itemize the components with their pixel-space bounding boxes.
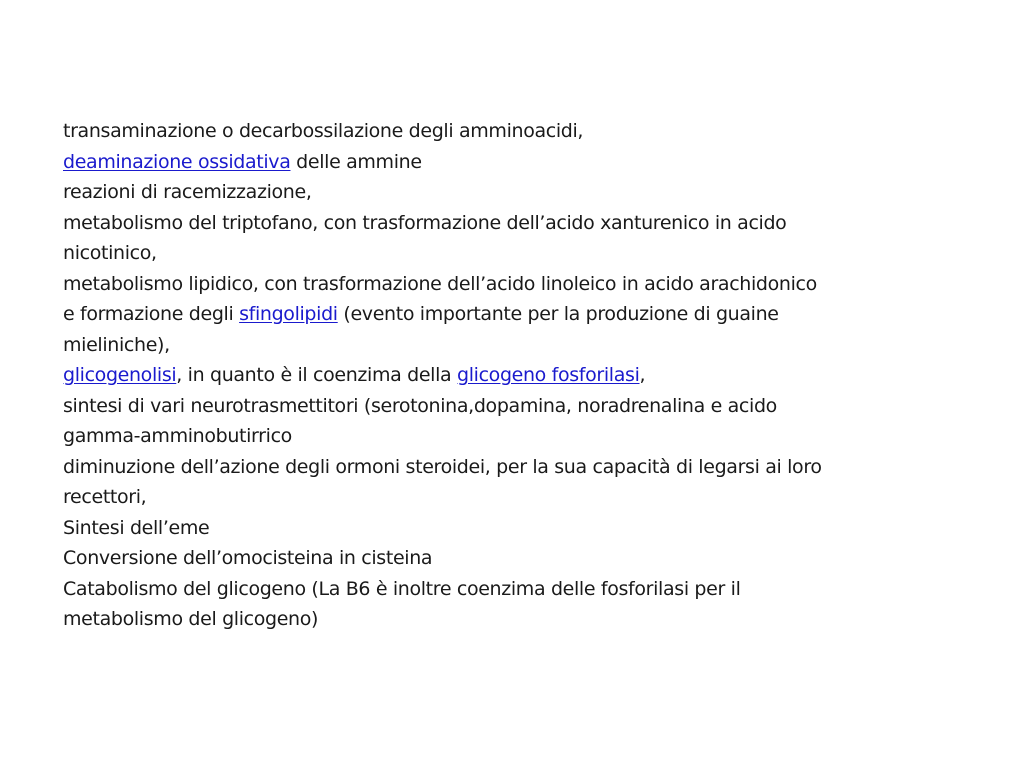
line-lipidico: metabolismo lipidico, con trasformazione dell’acido linoleico in acido arachidonico: [63, 272, 817, 295]
line-sfingolipidi-after: (evento importante per la produzione di guaine: [337, 303, 779, 325]
slide-body-text: [63, 116, 943, 635]
line-nicotinico: nicotinico,: [63, 242, 157, 264]
line-glicogenolisi-middle: , in quanto è il coenzima della: [176, 364, 457, 386]
line-sfingolipidi-before: e formazione degli: [63, 303, 240, 325]
line-recettori: recettori,: [63, 486, 147, 508]
line-mieliniche: mieliniche),: [63, 333, 170, 356]
line-ormoni-steroidei: diminuzione dell’azione degli ormoni steroidei, per la sua capacità di legarsi ai loro: [63, 455, 822, 478]
link-glicogenolisi[interactable]: glicogenolisi: [63, 364, 177, 386]
line-omocisteina: Conversione dell’omocisteina in cisteina: [63, 547, 433, 569]
link-deaminazione-ossidativa[interactable]: deaminazione ossidativa: [63, 150, 291, 173]
link-sfingolipidi[interactable]: sfingolipidi: [239, 303, 338, 325]
line-glicogenolisi-after: ,: [639, 364, 646, 386]
line-eme: Sintesi dell’eme: [63, 516, 210, 539]
line-gaba: gamma-amminobutirrico: [63, 425, 292, 447]
line-deaminazione: [63, 147, 943, 178]
link-glicogeno-fosforilasi[interactable]: glicogeno fosforilasi: [457, 364, 640, 386]
line-metabolismo-glicogeno: metabolismo del glicogeno): [63, 608, 319, 630]
line-catabolismo: Catabolismo del glicogeno (La B6 è inoltre coenzima delle fosforilasi per il: [63, 577, 741, 600]
line-transaminazione: transaminazione o decarbossilazione degli amminoacidi,: [63, 120, 584, 142]
line-racemizzazione: reazioni di racemizzazione,: [63, 181, 312, 203]
line-deaminazione-text: delle ammine: [290, 150, 422, 173]
line-sfingolipidi: [63, 299, 943, 330]
line-triptofano: metabolismo del triptofano, con trasformazione dell’acido xanturenico in acido: [63, 211, 787, 234]
line-neurotrasmettitori: sintesi di vari neurotrasmettitori (serotonina,dopamina, noradrenalina e acido: [63, 394, 777, 417]
line-glicogenolisi: [63, 360, 943, 391]
